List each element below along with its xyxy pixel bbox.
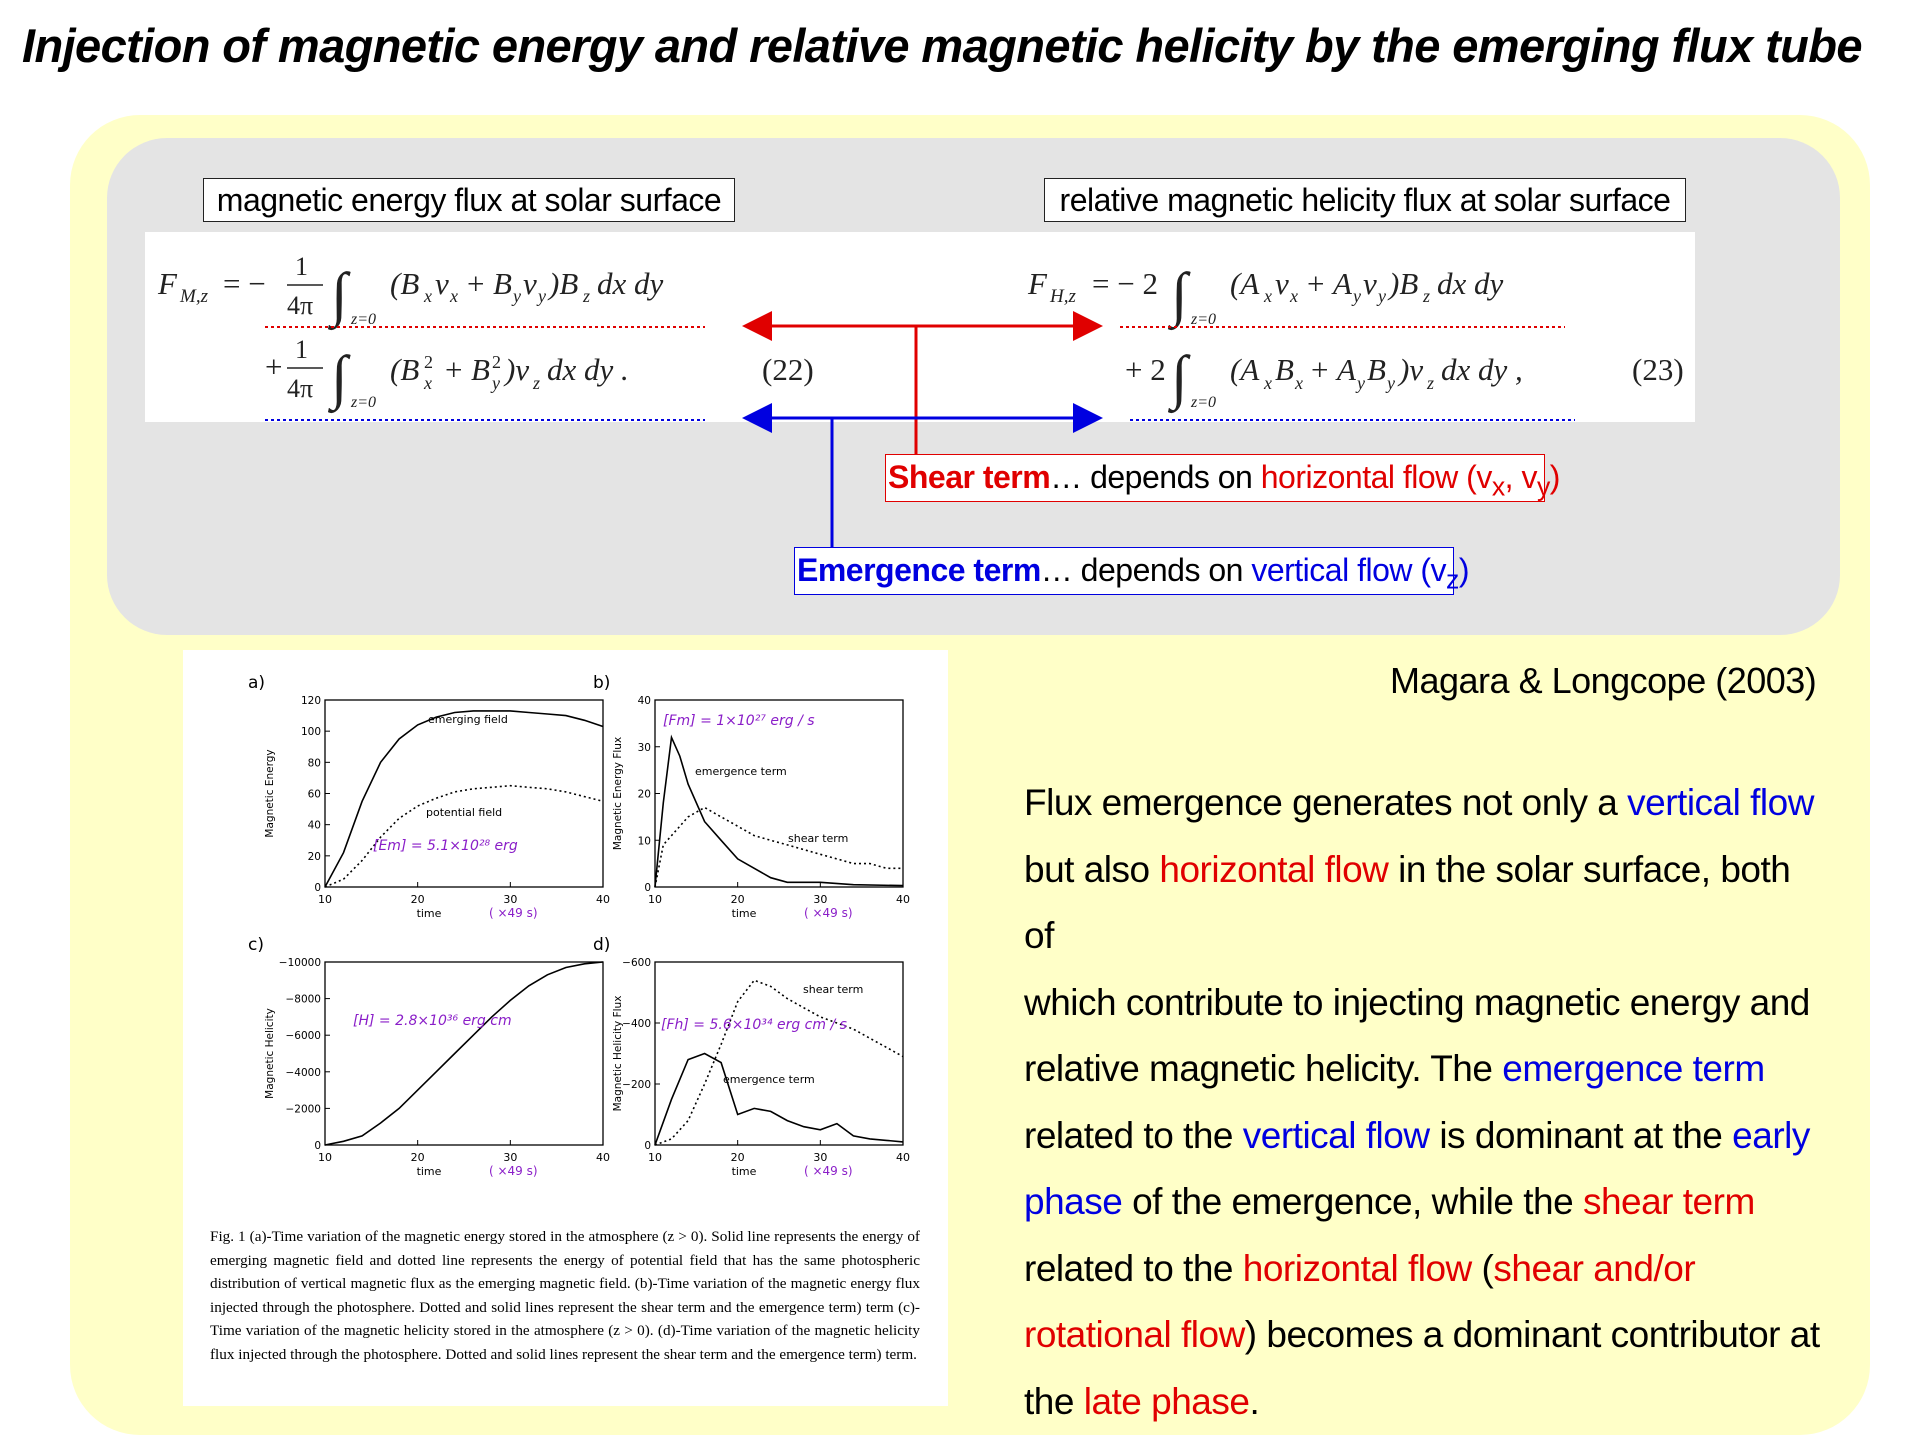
figure-panel	[183, 650, 948, 1406]
para-line-6	[1024, 1169, 1824, 1236]
series-label: shear term	[803, 983, 864, 996]
svg-text:(A: (A	[1230, 352, 1260, 387]
para-highlight: vertical flow	[1242, 1114, 1430, 1156]
svg-text:∫: ∫	[1171, 344, 1188, 410]
svg-text:B: B	[471, 352, 490, 387]
para-highlight: early	[1732, 1114, 1810, 1156]
para-line-3: which contribute to injecting magnetic energy and	[1024, 981, 1810, 1023]
y-tick-label: 0	[644, 1140, 651, 1152]
svg-text:(B: (B	[390, 266, 420, 301]
x-axis-unit: ( ×49 s)	[489, 1164, 538, 1178]
shear-sub-x: x	[1491, 471, 1505, 502]
svg-text:)B: )B	[1389, 266, 1419, 301]
x-tick-label: 30	[503, 893, 518, 906]
summary-paragraph	[1024, 770, 1824, 1435]
helicity-flux-label: relative magnetic helicity flux at solar surface	[1044, 178, 1686, 222]
y-tick-label: 0	[644, 882, 651, 894]
series-label: potential field	[426, 806, 503, 819]
svg-text:z: z	[1423, 286, 1431, 306]
svg-text:= −: = −	[223, 266, 266, 301]
svg-text:x: x	[1295, 373, 1303, 393]
svg-text:dx dy ,: dx dy ,	[1441, 352, 1523, 387]
svg-text:x: x	[1264, 373, 1272, 393]
y-tick-label: 60	[307, 788, 321, 801]
svg-text:)B: )B	[549, 266, 579, 301]
svg-text:(A: (A	[1230, 266, 1260, 301]
svg-text:B: B	[493, 266, 512, 301]
y-axis-label: Magnetic Energy Flux	[612, 736, 624, 851]
para-highlight: vertical flow	[1627, 782, 1814, 823]
figure-charts	[183, 650, 948, 1220]
shear-vars: (v	[1466, 459, 1492, 495]
plot-frame	[325, 962, 603, 1145]
y-tick-label: 0	[314, 1140, 321, 1152]
para-text: in the solar surface, both of	[1024, 848, 1791, 956]
panel-letter: a)	[248, 673, 266, 693]
y-tick-label: 80	[307, 757, 321, 770]
series-label: emergence term	[723, 1073, 815, 1086]
x-axis-label: time	[731, 907, 757, 920]
para-highlight: rotational flow	[1024, 1314, 1245, 1355]
y-tick-label: 120	[300, 695, 321, 707]
plot-frame	[325, 700, 603, 887]
shear-sub-y: y	[1536, 471, 1550, 502]
plot-frame	[655, 962, 903, 1145]
svg-text:x: x	[1264, 286, 1272, 306]
para-line-8	[1024, 1302, 1824, 1369]
svg-text:+: +	[1307, 266, 1325, 301]
y-tick-label: 100	[300, 726, 321, 739]
y-tick-label: 0	[314, 882, 321, 894]
svg-text:y: y	[1353, 286, 1361, 306]
svg-text:∫: ∫	[331, 261, 348, 327]
para-highlight: horizontal flow	[1242, 1247, 1472, 1289]
y-tick-label: −400	[622, 1018, 651, 1030]
y-tick-label: 10	[637, 835, 651, 848]
y-tick-label: 40	[637, 695, 651, 707]
x-tick-label: 30	[503, 1151, 518, 1164]
series-line	[325, 786, 603, 887]
svg-text:z=0: z=0	[1191, 311, 1217, 328]
svg-text:y: y	[1357, 373, 1365, 393]
svg-text:v: v	[435, 266, 449, 301]
x-tick-label: 20	[410, 893, 425, 906]
svg-text:dx dy .: dx dy .	[547, 352, 629, 387]
svg-text:H,z: H,z	[1050, 286, 1076, 307]
eq22-number: (22)	[762, 352, 814, 387]
svg-text:z=0: z=0	[351, 394, 377, 411]
shear-term-flow: horizontal flow	[1260, 459, 1458, 495]
para-text: is dominant at the	[1429, 1114, 1733, 1156]
para-highlight: phase	[1024, 1181, 1123, 1222]
x-tick-label: 10	[318, 893, 332, 906]
series-label: shear term	[788, 832, 849, 845]
svg-text:x: x	[424, 286, 432, 306]
series-line	[655, 980, 903, 1145]
svg-text:z=0: z=0	[1191, 394, 1217, 411]
x-axis-unit: ( ×49 s)	[804, 1164, 853, 1178]
y-axis-label: Magnetic Helicity	[264, 1008, 276, 1099]
svg-text:x: x	[424, 373, 432, 393]
panel-letter: d)	[593, 935, 611, 955]
svg-text:y: y	[1378, 286, 1386, 306]
y-tick-label: 20	[637, 788, 651, 801]
svg-text:dx dy: dx dy	[597, 266, 664, 301]
para-highlight: late phase	[1083, 1380, 1250, 1422]
unit-annotation: [Fm] = 1×10²⁷ erg / s	[663, 713, 815, 729]
x-tick-label: 40	[596, 893, 610, 906]
svg-text:+: +	[1311, 352, 1329, 387]
y-tick-label: 30	[637, 741, 651, 754]
svg-text:M,z: M,z	[180, 286, 208, 307]
shear-term-box	[885, 454, 1560, 502]
para-line-4	[1024, 1036, 1824, 1103]
unit-annotation: [Em] = 5.1×10²⁸ erg	[373, 838, 518, 854]
emergence-term-name: Emergence term	[797, 552, 1041, 588]
x-axis-label: time	[416, 1165, 442, 1178]
para-highlight: shear term	[1582, 1181, 1755, 1222]
shear-sep: , v	[1504, 459, 1537, 495]
x-tick-label: 10	[318, 1151, 332, 1164]
shear-close: )	[1549, 459, 1560, 495]
series-label: emergence term	[695, 765, 787, 778]
svg-text:∫: ∫	[1171, 261, 1188, 327]
para-text: but also	[1024, 848, 1160, 890]
svg-text:B: B	[1275, 352, 1294, 387]
series-line	[655, 1054, 903, 1146]
svg-text:x: x	[450, 286, 458, 306]
emergence-term-text: … depends on	[1040, 552, 1252, 588]
para-highlight: shear and/or	[1493, 1247, 1696, 1289]
panel-letter: c)	[248, 935, 264, 955]
svg-text:B: B	[1367, 352, 1386, 387]
svg-text:∫: ∫	[331, 344, 348, 410]
svg-text:z: z	[583, 286, 591, 306]
emergence-vars: (v	[1420, 552, 1447, 588]
unit-annotation: [H] = 2.8×10³⁶ erg cm	[353, 1013, 512, 1029]
series-line	[655, 737, 903, 887]
svg-text:+: +	[445, 352, 463, 387]
para-text: relative magnetic helicity. The	[1024, 1048, 1503, 1089]
svg-text:z: z	[1427, 373, 1435, 393]
panel-letter: b)	[593, 673, 611, 693]
y-tick-label: −4000	[285, 1066, 321, 1079]
svg-text:4π: 4π	[287, 291, 314, 320]
y-tick-label: −10000	[278, 957, 321, 969]
shear-term-name: Shear term	[888, 459, 1051, 495]
para-text: Flux emergence generates not only a	[1024, 782, 1628, 823]
svg-text:= − 2: = − 2	[1092, 266, 1158, 301]
x-tick-label: 40	[896, 1151, 910, 1164]
para-text: of the emergence, while the	[1122, 1181, 1583, 1222]
svg-text:1: 1	[295, 335, 308, 364]
svg-text:(B: (B	[390, 352, 420, 387]
y-tick-label: −8000	[285, 993, 321, 1006]
svg-text:2: 2	[424, 352, 433, 372]
svg-text:z=0: z=0	[351, 311, 377, 328]
x-axis-label: time	[731, 1165, 757, 1178]
para-text: ) becomes a dominant contributor at	[1244, 1314, 1820, 1355]
svg-text:1: 1	[295, 252, 308, 281]
figure-caption: Fig. 1 (a)-Time variation of the magnetic energy stored in the atmosphere (z > 0). Solid line represents the energy of emerging magnetic field and dotted line represents the energy of potential field that has the same photospheric distribution of vertical magnetic flux as the emerging magnetic field. (b)-Time variation of the magnetic energy flux injected through the photosphere. Dotted and solid lines represent the shear term and the emergence term) term (c)-Time variation of the magnetic helicity stored in the atmosphere (z > 0). (d)-Time variation of the magnetic helicity flux injected through the photosphere. Dotted and solid lines represent the shear term and the emergence term) term.	[210, 1228, 920, 1363]
para-line-9	[1024, 1369, 1824, 1436]
x-tick-label: 30	[813, 893, 828, 906]
series-line	[325, 711, 603, 887]
y-tick-label: 40	[307, 819, 321, 832]
series-label: emerging field	[428, 713, 508, 726]
x-tick-label: 10	[648, 893, 662, 906]
shear-term-text: … depends on	[1050, 459, 1261, 495]
y-axis-label: Magnetic Helicity Flux	[612, 995, 624, 1112]
series-line	[325, 962, 603, 1145]
y-tick-label: −6000	[285, 1030, 321, 1043]
emergence-sub-z: z	[1446, 564, 1459, 595]
svg-text:y: y	[492, 373, 500, 393]
x-tick-label: 40	[596, 1151, 610, 1164]
svg-text:v: v	[1363, 266, 1377, 301]
svg-text:x: x	[1290, 286, 1298, 306]
svg-text:)v: )v	[505, 352, 530, 387]
svg-text:v: v	[1275, 266, 1289, 301]
page-title: Injection of magnetic energy and relative magnetic helicity by the emerging flux tube	[22, 19, 1862, 72]
emergence-close: )	[1458, 552, 1470, 588]
x-tick-label: 40	[896, 893, 910, 906]
svg-text:A: A	[1333, 266, 1352, 301]
connector-arrows	[0, 0, 1909, 620]
unit-annotation: [Fh] = 5.6×10³⁴ erg cm / s	[661, 1017, 847, 1033]
x-tick-label: 20	[410, 1151, 425, 1164]
svg-text:4π: 4π	[287, 374, 314, 403]
x-axis-unit: ( ×49 s)	[804, 906, 853, 920]
eq23-number: (23)	[1632, 352, 1684, 387]
para-text: the	[1024, 1380, 1084, 1422]
y-tick-label: −200	[622, 1079, 651, 1091]
svg-text:y: y	[1387, 373, 1395, 393]
x-tick-label: 30	[813, 1151, 828, 1164]
x-tick-label: 10	[648, 1151, 662, 1164]
para-line-1	[1024, 770, 1824, 837]
para-highlight: emergence term	[1502, 1048, 1765, 1089]
y-axis-label: Magnetic Energy	[264, 749, 276, 838]
para-line-5	[1024, 1103, 1824, 1170]
para-text: (	[1471, 1247, 1494, 1289]
x-tick-label: 20	[730, 1151, 745, 1164]
svg-text:v: v	[523, 266, 537, 301]
para-text: .	[1249, 1380, 1260, 1422]
x-axis-label: time	[416, 907, 442, 920]
para-text: related to the	[1024, 1247, 1243, 1289]
energy-flux-label: magnetic energy flux at solar surface	[203, 178, 735, 222]
y-tick-label: 20	[307, 850, 321, 863]
para-text: related to the	[1024, 1114, 1243, 1156]
citation: Magara & Longcope (2003)	[1390, 660, 1817, 701]
emergence-term-box	[794, 547, 1470, 595]
x-axis-unit: ( ×49 s)	[489, 906, 538, 920]
svg-text:F: F	[158, 266, 177, 301]
svg-text:y: y	[513, 286, 521, 306]
para-line-7	[1024, 1236, 1824, 1303]
x-tick-label: 20	[730, 893, 745, 906]
svg-text:y: y	[538, 286, 546, 306]
svg-text:)v: )v	[1399, 352, 1424, 387]
y-tick-label: −2000	[285, 1103, 321, 1116]
emergence-term-flow: vertical flow	[1251, 552, 1412, 588]
svg-text:A: A	[1337, 352, 1356, 387]
svg-text:dx dy: dx dy	[1437, 266, 1504, 301]
y-tick-label: −600	[622, 957, 651, 969]
svg-text:F: F	[1028, 266, 1047, 301]
para-highlight: horizontal flow	[1159, 848, 1389, 890]
svg-text:z: z	[533, 373, 541, 393]
svg-text:+ 2: + 2	[1125, 352, 1166, 387]
series-line	[655, 808, 903, 888]
svg-text:+: +	[265, 349, 283, 384]
svg-text:2: 2	[492, 352, 501, 372]
svg-text:+: +	[467, 266, 485, 301]
para-line-2	[1024, 837, 1824, 970]
